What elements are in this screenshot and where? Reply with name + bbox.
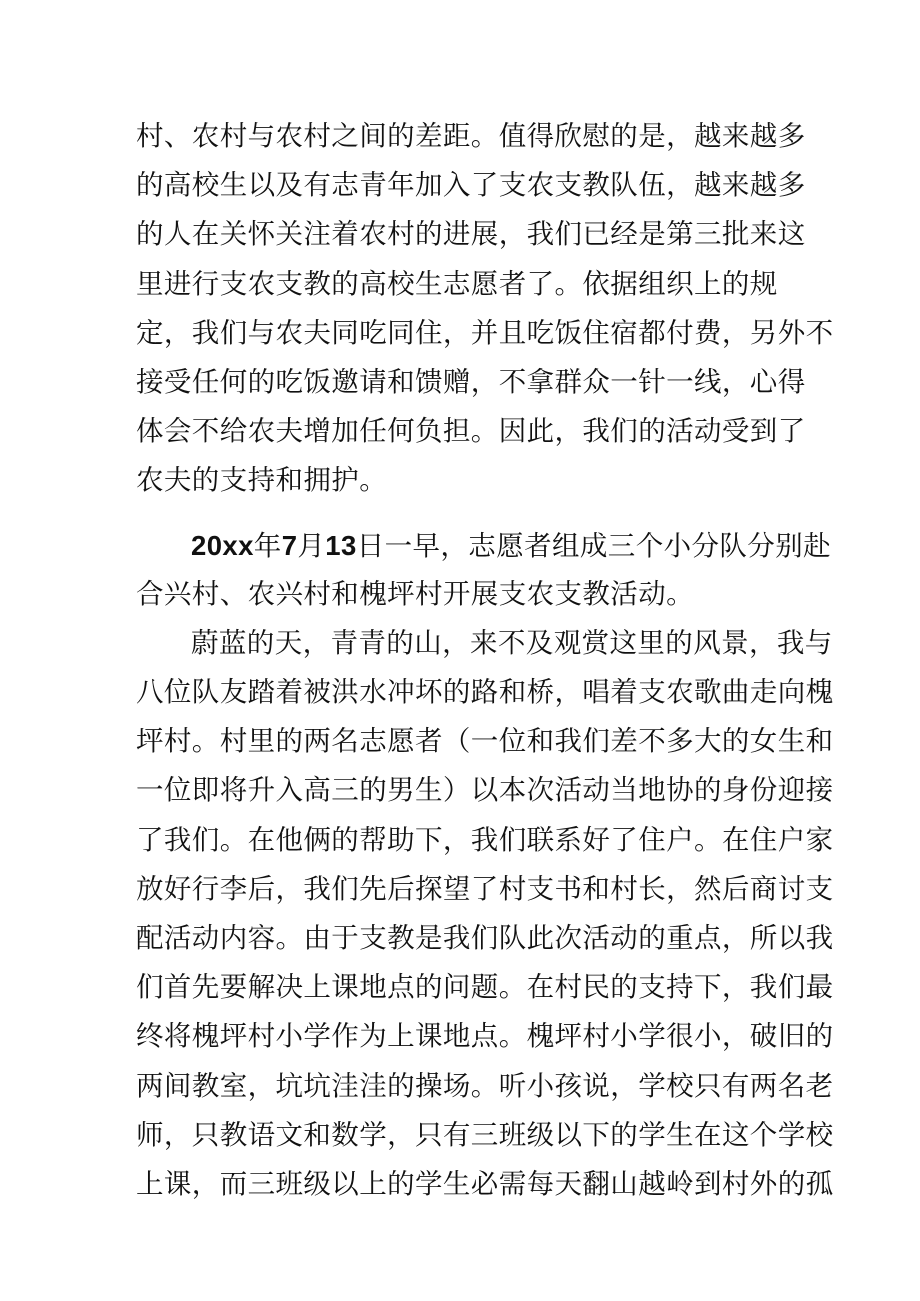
text-line: 上课，而三班级以上的学生必需每天翻山越岭到村外的孤 [136, 1167, 834, 1200]
text-line: 的人在关怀关注着农村的进展，我们已经是第三批来这 [136, 218, 806, 251]
text-line: 定，我们与农夫同吃同住，并且吃饭住宿都付费，另外不 [136, 316, 834, 349]
text-line [136, 521, 831, 570]
text-line: 两间教室，坑坑洼洼的操场。听小孩说，学校只有两名老 [136, 1069, 834, 1102]
text-line: 村、农村与农村之间的差距。值得欣慰的是，越来越多 [136, 120, 806, 152]
date-day-unit: 日 [356, 529, 385, 562]
text-line: 了我们。在他俩的帮助下，我们联系好了住户。在住户家 [136, 823, 834, 856]
text-line: 配活动内容。由于支教是我们队此次活动的重点，所以我 [136, 922, 834, 954]
text-line: 放好行李后，我们先后探望了村支书和村长，然后商讨支 [136, 872, 834, 905]
paragraph-3 [136, 619, 834, 1209]
date-day: 13 [325, 529, 357, 561]
text-line: 一位即将升入高三的男生）以本次活动当地协的身份迎接 [136, 774, 834, 807]
date-month: 7 [281, 529, 298, 561]
text-line: 合兴村、农兴村和槐坪村开展支农支教活动。 [136, 577, 694, 610]
date-year-unit: 年 [253, 529, 282, 562]
text-line: 蔚蓝的天，青青的山，来不及观赏这里的风景，我与 [191, 626, 833, 659]
text-line: 接受任何的吃饭邀请和馈赠，不拿群众一针一线，心得 [136, 365, 806, 398]
paragraph-2 [136, 521, 831, 619]
text-line: 的高校生以及有志青年加入了支农支教队伍，越来越多 [136, 169, 806, 202]
text-line: 八位队友踏着被洪水冲坏的路和桥，唱着支农歌曲走向槐 [136, 676, 834, 709]
text-line: 农夫的支持和拥护。 [136, 464, 388, 497]
paragraph-1 [136, 112, 834, 506]
line-text: 一早，志愿者组成三个小分队分别赴 [384, 529, 831, 562]
date-month-unit: 月 [297, 529, 326, 562]
text-line: 们首先要解决上课地点的问题。在村民的支持下，我们最 [136, 971, 834, 1004]
text-line: 坪村。村里的两名志愿者（一位和我们差不多大的女生和 [136, 725, 834, 758]
text-line: 里进行支农支教的高校生志愿者了。依据组织上的规 [136, 267, 778, 300]
text-line: 师，只教语文和数学，只有三班级以下的学生在这个学校 [136, 1118, 834, 1151]
date-year: 20xx [191, 529, 254, 561]
document-body [136, 112, 834, 1209]
text-line: 体会不给农夫增加任何负担。因此，我们的活动受到了 [136, 415, 806, 448]
text-line: 终将槐坪村小学作为上课地点。槐坪村小学很小，破旧的 [136, 1020, 834, 1053]
